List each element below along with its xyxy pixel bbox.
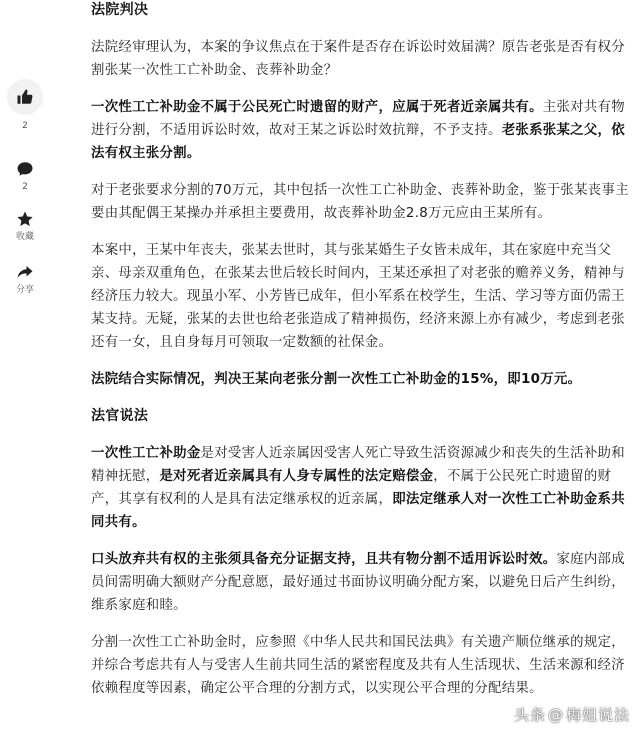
paragraph-7-text-1: 家庭内部成员间需明确大额财产分配意愿，最好通过书面协议明确分配方案，以避免日后产生纠纷，维系家庭和睦。 [91,552,625,613]
watermark-prefix: 头条 [513,706,546,724]
like-count: 2 [22,121,28,131]
paragraph-4: 本案中，王某中年丧夫，张某去世时，其与张某婚生子女皆未成年，其在家庭中充当父亲、母亲双重角色，在张某去世后较长时间内，王某还承担了对老张的赡养义务，精神与经济压力较大。现虽小军、小芳皆已成年，但小军系在校学生，生活、学习等方面仍需王某支持。无疑，张某的去世也给老张造成了精神损伤，经济来源上亦有减少，考虑到老张还有一女，且自身每月可领取一定数额的社保金。 [91,243,625,350]
comment-button[interactable] [0,160,50,193]
section-title-judge-says: 法官说法 [91,408,149,424]
paragraph-2-text-1: 主张对共有物进行分割，不适用诉讼时效，故对王某之诉讼时效抗辩，不予支持。 [91,100,625,138]
paragraph-6-bold-1: 一次性工亡补助金 [91,446,201,461]
share-arrow-icon [16,263,34,281]
article-body [91,0,631,700]
share-label: 分享 [15,285,34,295]
paragraph-5: 法院结合实际情况，判决王某向老张分割一次性工亡补助金的15%，即10万元。 [91,372,582,387]
comment-count: 2 [22,182,28,192]
paragraph-6 [91,442,631,534]
paragraph-7 [91,548,631,617]
section-title-verdict: 法院判决 [91,2,149,18]
collect-label: 收藏 [15,232,34,242]
thumbs-up-icon [16,88,34,106]
paragraph-2-bold-1: 一次性工亡补助金不属于公民死亡时遗留的财产，应属于死者近亲属共有。 [91,100,543,115]
paragraph-2-bold-2: 老张系张某之父，依法有权主张分割。 [91,123,625,161]
comment-icon [16,160,34,178]
collect-button[interactable] [0,210,50,243]
star-icon [16,210,34,228]
paragraph-6-text-2: ，不属于公民死亡时遗留的财产，其享有权利的人是具有法定继承权的近亲属， [91,469,612,507]
share-button[interactable] [0,263,50,296]
paragraph-1: 法院经审理认为，本案的争议焦点在于案件是否存在诉讼时效届满？原告老张是否有权分割张某一次性工亡补助金、丧葬补助金？ [91,40,625,78]
paragraph-3: 对于老张要求分割的70万元，其中包括一次性工亡补助金、丧葬补助金，鉴于张某丧事主要由其配偶王某操办并承担主要费用，故丧葬补助金2.8万元应由王某所有。 [91,183,629,221]
paragraph-6-text-1: 是对受害人近亲属因受害人死亡导致生活资源减少和丧失的生活补助和精神抚慰， [91,446,625,484]
paragraph-2 [91,96,631,165]
watermark [514,704,630,725]
paragraph-7-bold-1: 口头放弃共有权的主张须具备充分证据支持，且共有物分割不适用诉讼时效。 [91,552,557,567]
paragraph-6-bold-3: 即法定继承人对一次性工亡补助金系共同共有。 [91,492,625,530]
interaction-rail [0,0,50,733]
paragraph-8: 分割一次性工亡补助金时，应参照《中华人民共和国民法典》有关遗产顺位继承的规定，并综合考虑共有人与受害人生前共同生活的紧密程度及共有人生活现状、生活来源和经济依赖程度等因素，确定公平合理的分割方式，以实现公平合理的分配结果。 [91,635,625,696]
watermark-at: @ [547,705,564,724]
watermark-author: 梅姐说法 [565,706,630,724]
like-icon-wrap [7,79,43,115]
paragraph-6-bold-2: 是对死者近亲属具有人身专属性的法定赔偿金 [159,469,434,484]
like-button[interactable] [0,79,50,132]
